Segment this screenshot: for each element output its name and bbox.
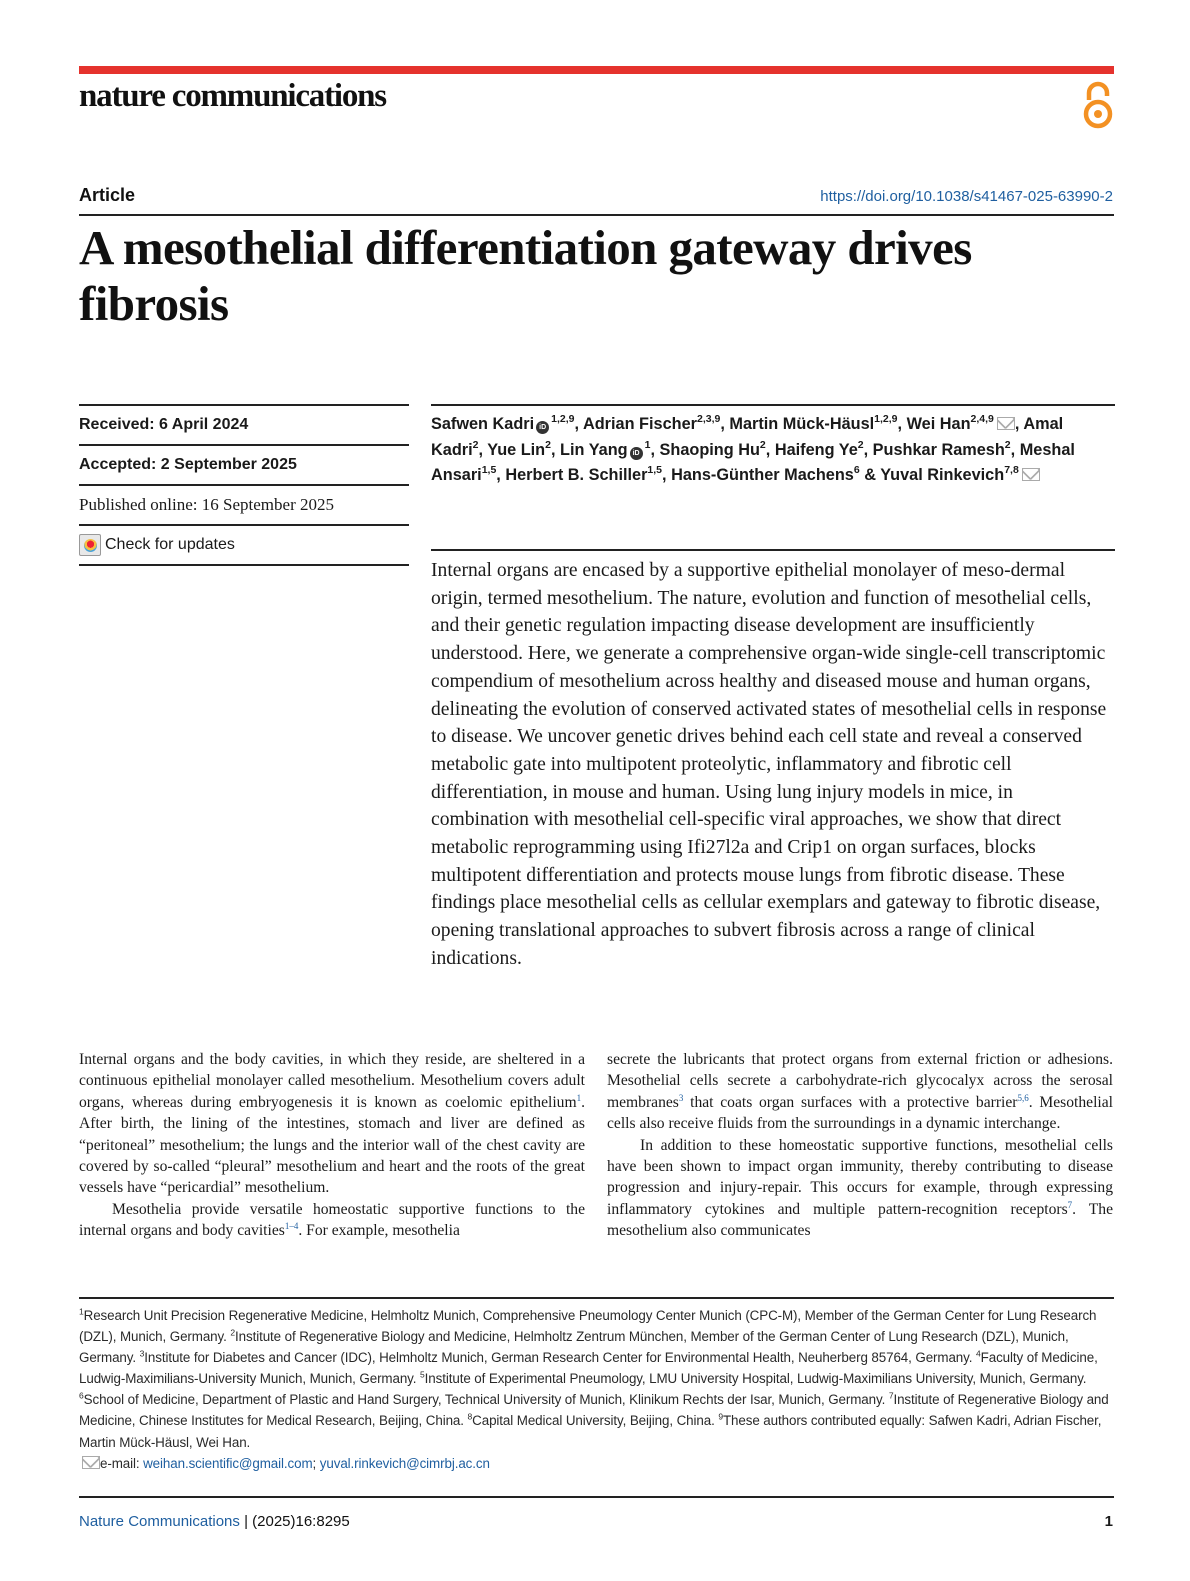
affiliation-text: Research Unit Precision Regenerative Medicine, Helmholtz Munich, Comprehensive Pneumology Center Munich (CPC-M), Member of the German Center for Lung Research (DZL), Munich, Germany. (79, 1308, 1097, 1345)
email-link-2[interactable]: yuval.rinkevich@cimrbj.ac.cn (319, 1455, 490, 1471)
body-column-2 (607, 1049, 1113, 1242)
citation-link[interactable]: 1 (576, 1092, 582, 1103)
email-link-1[interactable]: weihan.scientific@gmail.com (143, 1455, 313, 1471)
citation-link[interactable]: 3 (678, 1092, 684, 1103)
body-paragraph: In addition to these homeostatic supportive functions, mesothelial cells have been shown to impact organ immunity, thereby contributing to disease progression and injury-repair. This occurs for example, through expressing inflammatory cytokines and multiple pattern-recognition receptors$^7$. The mesothelium also communicates (607, 1136, 1113, 1240)
check-updates-icon (79, 534, 101, 556)
author-name[interactable]: Shaoping Hu (659, 440, 760, 459)
affiliation-text: These authors contributed equally: Safwen Kadri, Adrian Fischer, Martin Mück-Häusl, Wei Han. (79, 1413, 1102, 1450)
affiliation-number: 3 (139, 1348, 145, 1359)
orcid-icon[interactable]: iD (536, 421, 549, 434)
author-name[interactable]: Yue Lin (487, 440, 546, 459)
affiliation-superscript: 1 (644, 438, 651, 451)
affiliation-number: 9 (718, 1412, 723, 1422)
citation-link[interactable]: 5,6 (1017, 1092, 1029, 1103)
affiliation-text: Institute of Regenerative Biology and Medicine, Helmholtz Zentrum München, Member of the German Center of Lung Research (DZL), Munich, Germany. (79, 1329, 1069, 1366)
article-type-label: Article (79, 185, 136, 205)
abstract: Internal organs are encased by a supportive epithelial monolayer of meso-dermal origin, termed mesothelium. The nature, evolution and function of mesothelial cells, and their genetic regulation impacting disease development are insufficiently understood. Here, we generate a comprehensive organ-wide single-cell transcriptomic compendium of mesothelium across healthy and diseased mouse and human organs, delineating the evolution of conserved activated states of mesothelial cells in response to disease. We uncover genetic drives behind each cell state and reveal a conserved metabolic gate into multipotent proteolytic, inflammatory and fibrotic cell differentiation, in mouse and human. Using lung injury models in mice, in combination with mesothelial cell-specific viral approaches, we show that direct metabolic reprogramming using Ifi27l2a and Crip1 on organ surfaces, blocks multipotent differentiation and protects mouse lungs from fibrotic disease. These findings place mesothelial cells as cellular exemplars and gateway to fibrotic disease, opening translational approaches to subvert fibrosis across a range of clinical indications. (431, 560, 1107, 969)
affiliation-superscript: 6 (853, 464, 860, 476)
received-date: Received: 6 April 2024 (79, 404, 409, 444)
affiliation-superscript: 2 (545, 438, 551, 451)
affiliation-superscript: 2,3,9 (696, 413, 721, 425)
abstract-divider (431, 549, 1115, 551)
footer-divider (79, 1496, 1114, 1498)
affiliation-superscript: 2 (1004, 438, 1011, 451)
author-list: Safwen Kadri iD$^{1,2,9}$, Adrian Fischer$^{2,3,9}$, Martin Mück-Häusl$^{1,2,9}$, Wei Han$^{2,4,9}$ , Amal Kadri$^2$, Yue Lin$^2$, Lin Yang $iD^1$, Shaoping Hu$^2$, Haifeng Ye$^2$, Pushkar Ramesh$^2$, Meshal Ansari$^{1,5}$, Herbert B. Schiller$^{1,5}$, Hans-Günther Machens$^6$ & Yuval Rinkevich$^{7,8}$ (431, 404, 1115, 489)
citation-link[interactable]: 1–4 (284, 1221, 299, 1232)
author-name[interactable]: Hans-Günther Machens (671, 466, 854, 484)
body-paragraph: secrete the lubricants that protect organs from external friction or adhesions. Mesothelial cells secrete a carbohydrate-rich glycocalyx across the serosal membranes$^3$ that coats organ surfaces with a protective barrier$^{5,6}$. Mesothelial cells also receive fluids from the surroundings in a dynamic interchange. (607, 1051, 1113, 1133)
author-name[interactable]: Martin Mück-Häusl (729, 415, 875, 433)
affiliation-number: 1 (79, 1306, 84, 1317)
affiliation-superscript: 1,5 (647, 464, 663, 476)
affiliation-superscript: 2 (759, 438, 766, 451)
affiliation-number: 6 (79, 1390, 84, 1401)
journal-accent-bar (79, 66, 1114, 74)
affiliation-number: 4 (976, 1348, 981, 1359)
author-name[interactable]: Pushkar Ramesh (872, 440, 1005, 459)
affiliation-superscript: 1,5 (481, 464, 497, 476)
orcid-icon[interactable]: iD (630, 447, 643, 460)
affiliation-text: School of Medicine, Department of Plastic and Hand Surgery, Technical University of Munich, Klinikum Rechts der Isar, Munich, Germany. (83, 1392, 889, 1408)
email-icon (82, 1456, 100, 1469)
affiliation-superscript: 2,4,9 (970, 413, 994, 425)
article-title: A mesothelial differentiation gateway drives fibrosis (79, 220, 972, 331)
check-for-updates-button[interactable] (79, 524, 409, 566)
footer-journal-link[interactable]: Nature Communications (79, 1513, 240, 1530)
accepted-date: Accepted: 2 September 2025 (79, 444, 409, 484)
affiliation-number: 5 (420, 1369, 425, 1380)
email-icon[interactable] (997, 417, 1015, 430)
affiliations-divider (79, 1297, 1114, 1299)
affiliation-text: Faculty of Medicine, Ludwig-Maximilians-University Munich, Munich, Germany. (79, 1350, 1098, 1387)
email-icon[interactable] (1022, 468, 1040, 481)
author-name[interactable]: Meshal Ansari (431, 440, 1075, 484)
footer-citation: Nature Communications | (2025)16:8295 (79, 1513, 350, 1530)
affiliation-superscript: 2 (472, 438, 479, 451)
published-date: Published online: 16 September 2025 (79, 484, 409, 524)
affiliation-text: Institute of Experimental Pneumology, LMU University Hospital, Ludwig-Maximilians University, Munich, Germany. (424, 1371, 1087, 1387)
author-name[interactable]: Amal Kadri (431, 415, 1064, 459)
affiliation-text: Institute for Diabetes and Cancer (IDC), Helmholtz Munich, German Research Center for Environmental Health, Neuherberg 85764, Germany. (144, 1350, 976, 1366)
affiliation-number: 2 (230, 1327, 236, 1338)
author-name[interactable]: Lin Yang (560, 440, 628, 459)
affiliation-text: Capital Medical University, Beijing, China. (472, 1413, 719, 1429)
open-access-lock-icon (1080, 80, 1116, 130)
author-name[interactable]: Wei Han (906, 415, 971, 433)
citation-link[interactable]: 7 (1067, 1199, 1073, 1210)
affiliation-number: 7 (888, 1390, 894, 1401)
affiliation-superscript: 1,2,9 (874, 413, 898, 425)
affiliation-superscript: 7,8 (1004, 464, 1019, 476)
author-name[interactable]: Safwen Kadri (431, 415, 535, 433)
body-paragraph: Internal organs and the body cavities, in which they reside, are sheltered in a continuous epithelial monolayer called mesothelium. Mesothelium covers adult organs, whereas during embryogenesis it is known as coelomic epithelium$^1$. After birth, the lining of the intestines, stomach and liver are defined as “peritoneal” mesothelium; the lungs and the interior wall of the chest cavity are covered by so-called “pleural” mesothelium and heart and the roots of the great vessels have “pericardial” mesothelium. (79, 1051, 585, 1197)
journal-name: nature communications (79, 78, 386, 114)
author-name[interactable]: Haifeng Ye (774, 440, 858, 459)
author-name[interactable]: Yuval Rinkevich (880, 466, 1005, 484)
page-number: 1 (1104, 1513, 1113, 1530)
title-divider (79, 214, 1114, 216)
author-name[interactable]: Herbert B. Schiller (505, 466, 648, 484)
affiliations: $^1$Research Unit Precision Regenerative Medicine, Helmholtz Munich, Comprehensive Pneumology Center Munich (CPC-M), Member of the German Center for Lung Research (DZL), Munich, Germany. $^2$Institute of Regenerative Biology and Medicine, Helmholtz Zentrum München, Member of the German Center of Lung Research (DZL), Munich, Germany. $^3$Institute for Diabetes and Cancer (IDC), Helmholtz Munich, German Research Center for Environmental Health, Neuherberg 85764, Germany. $^4$Faculty of Medicine, Ludwig-Maximilians-University Munich, Munich, Germany. $^5$Institute of Experimental Pneumology, LMU University Hospital, Ludwig-Maximilians University, Munich, Germany. $^6$School of Medicine, Department of Plastic and Hand Surgery, Technical University of Munich, Klinikum Rechts der Isar, Munich, Germany. $^7$Institute of Regenerative Biology and Medicine, Chinese Institutes for Medical Research, Beijing, China. $^8$Capital Medical University, Beijing, China. $^9$These authors contributed equally: Safwen Kadri, Adrian Fischer, Martin Mück-Häusl, Wei Han. e-mail: weihan.scientific@gmail.com; yuval.rinkevich@cimrbj.ac.cn (79, 1306, 1109, 1471)
doi-link[interactable]: https://doi.org/10.1038/s41467-025-63990-2 (820, 188, 1113, 205)
body-column-1 (79, 1049, 585, 1242)
body-paragraph: Mesothelia provide versatile homeostatic supportive functions to the internal organs and body cavities$^{1-4}$. For example, mesothelia (79, 1200, 585, 1240)
affiliation-number: 8 (467, 1412, 473, 1422)
check-updates-label: Check for updates (105, 536, 235, 553)
publication-dates (79, 404, 409, 566)
affiliation-superscript: 2 (857, 438, 864, 451)
author-name[interactable]: Adrian Fischer (582, 415, 697, 433)
affiliation-text: Institute of Regenerative Biology and Medicine, Chinese Institutes for Medical Research, Beijing, China. (79, 1392, 1109, 1429)
affiliation-superscript: 1,2,9 (551, 413, 575, 425)
